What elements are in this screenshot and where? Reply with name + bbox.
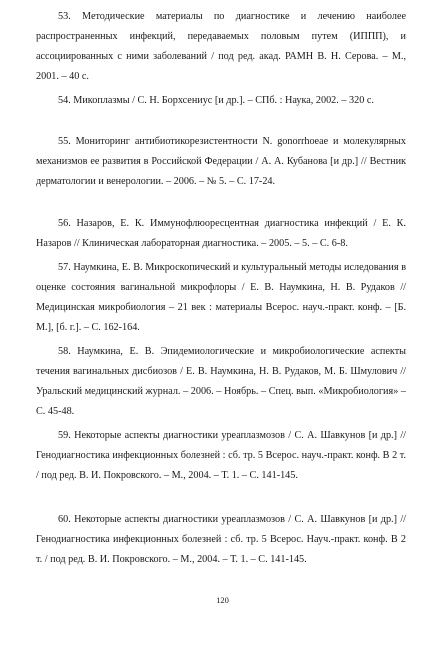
page-number: 120 bbox=[216, 595, 229, 605]
reference-number: 59. bbox=[58, 430, 71, 441]
reference-entry-55 bbox=[36, 132, 406, 192]
reference-entry-54 bbox=[36, 91, 406, 111]
reference-number: 58. bbox=[58, 346, 71, 357]
reference-text: Наумкина, Е. В. Эпидемиологические и микробиологические аспекты течения вагинальных дисбиозов / Е. В. Наумкина, Н. В. Рудаков, М. Б. Шмулович // Уральский медицинский журнал. – 2006. – Ноябрь. – Спец. вып. «Микробиология» – С. 45-48. bbox=[36, 346, 407, 417]
reference-text: Мониторинг антибиотикорезистентности N. gonorrhoeae и молекулярных механизмов ее развития в Российской Федерации / А. А. Кубанова [и др.] // Вестник дерматологии и венерологии. – 2006. – № 5. – С. 17-24. bbox=[36, 136, 406, 187]
reference-text: Некоторые аспекты диагностики уреаплазмозов / С. А. Шавкунов [и др.] // Генодиагностика инфекционных болезней : сб. тр. 5 Всерос. науч.-практ. конф. В 2 т. / под ред. В. И. Покровского. – М., 2004. – Т. 1. – С. 141-145. bbox=[36, 430, 407, 481]
reference-entry-57 bbox=[36, 258, 406, 338]
reference-number: 53. bbox=[58, 11, 71, 22]
reference-text: Микоплазмы / С. Н. Борхсениус [и др.]. – СПб. : Наука, 2002. – 320 с. bbox=[73, 95, 374, 106]
reference-number: 57. bbox=[58, 262, 71, 273]
reference-text: Методические материалы по диагностике и лечению наиболее распространенных инфекций, передаваемых половым путем (ИППП), и ассоциированных с ними заболеваний / под ред. акад. РАМН В. Н. Серова. – М., 2001. – 40 с. bbox=[36, 11, 407, 82]
reference-entry-58 bbox=[36, 342, 406, 422]
reference-entry-53 bbox=[36, 7, 406, 87]
reference-number: 54. bbox=[58, 95, 71, 106]
reference-entry-59 bbox=[36, 426, 406, 486]
reference-entry-56 bbox=[36, 214, 406, 254]
reference-text: Некоторые аспекты диагностики уреаплазмозов / С. А. Шавкунов [и др.] // Генодиагностика инфекционных болезней : сб. тр. 5 Всерос. Науч.-практ. конф. В 2 т. / под ред. В. И. Покровского. – М., 2004. – Т. 1. – С. 141-145. bbox=[36, 514, 407, 565]
reference-text: Назаров, Е. К. Иммунофлюоресцентная диагностика инфекций / Е. К. Назаров // Клиническая лабораторная диагностика. – 2005. – 5. – С. 6-8. bbox=[36, 218, 407, 249]
reference-text: Наумкина, Е. В. Микроскопический и культуральный методы иследования в оценке состояния вагинальной микрофлоры / Е. В. Наумкина, Н. В. Рудаков // Медицинская микробиология – 21 век : материалы Всерос. науч.-практ. конф. – [Б. М.], [б. г.]. – С. 162-164. bbox=[36, 262, 407, 333]
reference-number: 56. bbox=[58, 218, 71, 229]
reference-entry-60 bbox=[36, 510, 406, 570]
reference-number: 60. bbox=[58, 514, 71, 525]
reference-number: 55. bbox=[58, 136, 71, 147]
